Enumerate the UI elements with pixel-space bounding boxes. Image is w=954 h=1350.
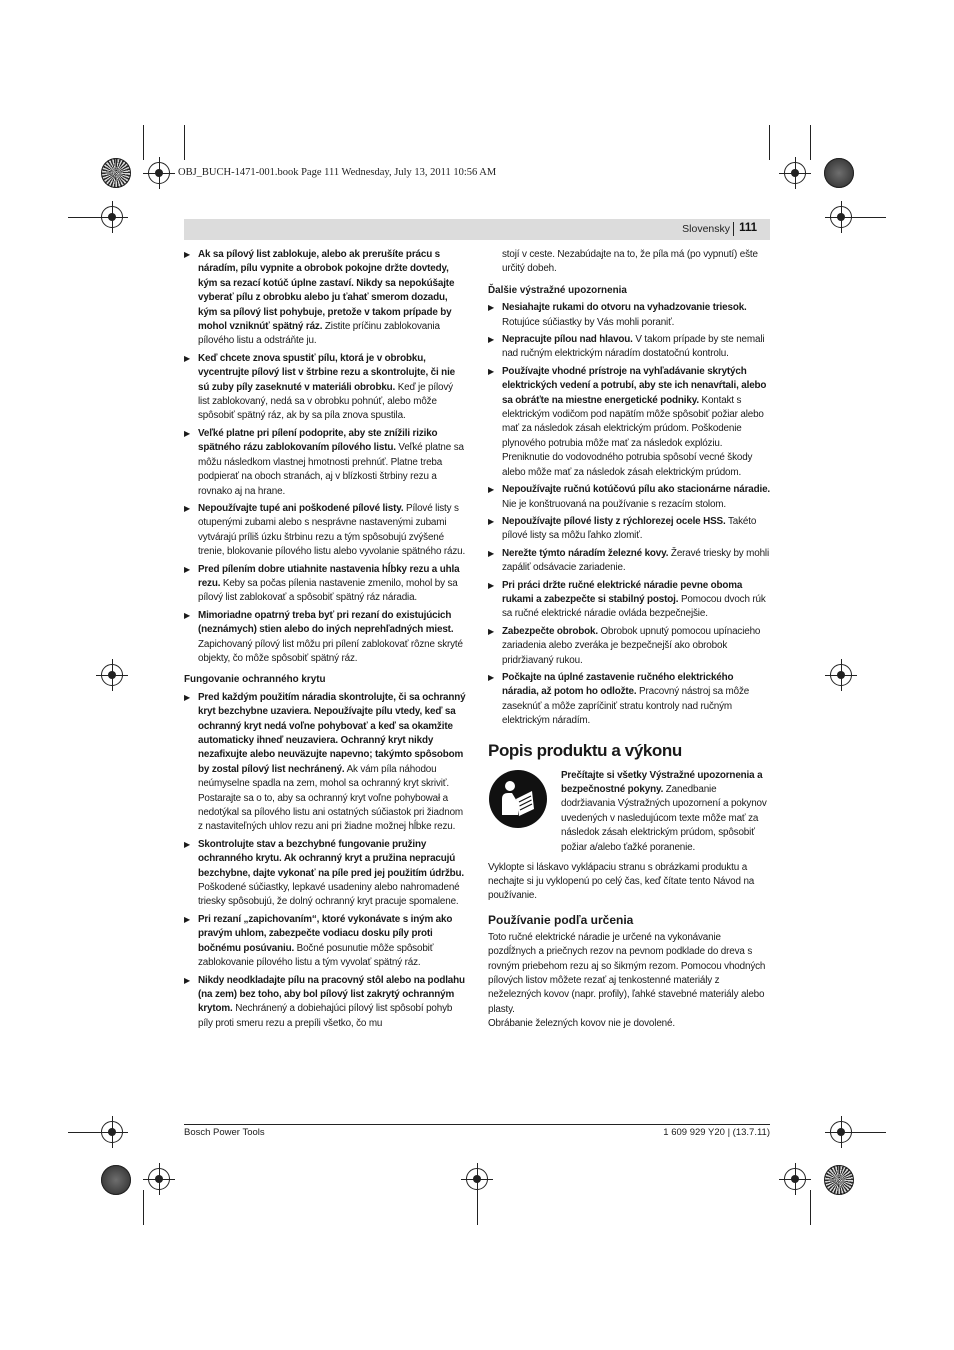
warning-text: Keby sa počas pílenia nastavenie zmenilo, mohol by sa pílový list zablokovať a spôsobiť spätný ráz náradia. [198,577,458,604]
usage-text: Toto ručné elektrické náradie je určené na vykonávanie pozdĺžnych a priečnych rezov na pevnom podklade do dreva s rovným priebehom rezu aj so šikmým rezom. Pomocou vhodných pílových listov môžete rezať aj tenkostenné materiály z neželezných kovov (napr. profily), ľahké stavebné materiály alebo plasty. [488,931,766,1015]
warning-text: Zapichovaný pílový list môžu pri pílení zablokovať rôzne skryté objekty, čo môže spôsobiť spätný ráz. [198,638,463,664]
warning-text: Rotujúce súčiastky by Vás mohli poraniť. [502,316,675,328]
registration-mark [148,1168,170,1190]
subhead-additional-warnings: Ďalšie výstražné upozornenia [488,284,627,296]
unfold-page-text: Vyklopte si láskavo vyklápaciu stranu s obrázkami produktu a nechajte si ju vyklopenú po celý čas, keď čítate tento Návod na používanie. [488,861,755,902]
warning-bold: Používajte vhodné prístroje na vyhľadávanie skrytých elektrických vedení a potrubí, aby ste ich nenavŕtali, alebo sa obráťte na miestne energetické podniky. [502,365,767,406]
warning-text: Bočné posunutie môže spôsobiť zablokovanie pílového listu a tým vyvolať spätný ráz. [198,942,434,969]
read-instructions-bold: Prečítajte si všetky Výstražné upozornenia a bezpečnostné pokyny. [561,769,763,795]
warning-bullet [488,483,770,512]
warning-bold: Nikdy neodkladajte pílu na pracovný stôl alebo na podlahu (na zem) bez toho, aby bol pílový list zakrytý ochranným krytom. [198,974,465,1015]
crop-line [477,1190,478,1225]
warning-bullet [488,579,770,622]
warning-text: Pomocou dvoch rúk sa ručné elektrické náradie ovláda bezpečnejšie. [502,593,766,620]
warning-bullet [488,333,770,362]
registration-mark [148,162,170,184]
warning-bold: Pri rezaní „zapichovaním“, ktoré vykonávate s iným ako pravým uhlom, zabezpečte vodiacu dosku píly proti bočnému posúvaniu. [198,913,453,954]
warning-bullet [488,625,770,668]
warning-bold: Počkajte na úplné zastavenie ručného elektrického náradia, až potom ho odložte. [502,671,734,698]
warning-bullet [488,301,770,330]
warning-text: V takom prípade by ste nemali nad ručným elektrickým náradím dostatočnú kontrolu. [502,334,765,360]
warning-text: Pílové listy s otupenými zubami alebo s nesprávne nastavenými zubami vytvárajú príliš úzku štrbinu rezu a tým spôsobujú zvýšené trenie, blokovanie pílového listu alebo vyvolanie spätného rázu. [198,502,466,558]
warning-text: Žeravé triesky by mohli zapáliť odsávacie zariadenie. [502,547,770,574]
warning-bold: Nesiahajte rukami do otvoru na vyhadzovanie triesok. [502,302,747,314]
crop-line [810,1190,811,1225]
warning-bold: Pred každým použitím náradia skontrolujte, či sa ochranný kryt bezchybne uzaviera. Nepoužívajte pílu vtedy, keď sa ochranný kryt nedá voľne pohybovať a keď sa okamžite automaticky ihneď neuzaviera. Ochranný kryt nikdy nezafixujte alebo neuväzujte napevno; takýmto spôsobom by zostal pílový list nechránený. [198,691,466,775]
read-manual-icon [488,769,548,829]
crop-line [851,1132,886,1133]
left-column [184,248,466,1034]
registration-mark [784,1168,806,1190]
usage-text-ferrous: Obrábanie železných kovov nie je dovolené. [488,1018,675,1030]
warning-bold: Skontrolujte stav a bezchybné fungovanie pružiny ochranného krytu. Ak ochranný kryt a pružina nepracujú bezchybne, dajte vykonať na píle pred jej použitím údržbu. [198,838,464,879]
warning-bold: Keď chcete znova spustiť pílu, ktorá je v obrobku, vycentrujte pílový list v štrbine rezu a skontrolujte, či nie sú zuby píly zaseknuté v materiáli obrobku. [198,352,456,393]
crop-line [68,217,103,218]
warning-text: Kontakt s elektrickým vodičom pod napätím môže spôsobiť požiar alebo mať za následok zásah elektrickým prúdom. Poškodenie plynového potrubia môže mať za následok explóziu. Preniknutie do vodovodného potrubia spôsobí vecné škody alebo môže mať za následok zásah elektrickým prúdom. [502,394,764,478]
header-separator [733,222,734,236]
warning-bold: Nepoužívajte tupé ani poškodené pílové listy. [198,502,404,514]
warning-text: Takéto pílové listy sa môžu ľahko zlomiť. [502,515,757,542]
warning-bold: Zabezpečte obrobok. [502,625,598,637]
warning-text: Keď je pílový list zablokovaný, nedá sa v obrobku pohnúť, alebo môže spôsobiť spätný ráz, ak by sa píla znova spustila. [198,381,453,422]
warning-text: Poškodené súčiastky, lepkavé usadeniny alebo nahromadené triesky spôsobujú, že dolný ochranný kryt pracuje spomalene. [198,882,460,908]
warning-bold: Nepoužívajte ručnú kotúčovú pílu ako stacionárne náradie. [502,484,771,496]
registration-mark [830,664,852,686]
right-column [488,248,770,1032]
registration-mark [784,162,806,184]
crop-line [143,125,144,160]
warning-bullet [184,352,466,424]
warning-bold: Nepoužívajte pílové listy z rýchlorezej ocele HSS. [502,515,726,527]
warning-bold: Pred pílením dobre utiahnite nastavenia hĺbky rezu a uhla rezu. [198,563,460,589]
section-title: Popis produktu a výkonu [488,740,682,760]
warning-bullet [184,427,466,499]
warning-text: Nie je konštruovaná na používanie s rezacím stolom. [502,498,726,510]
warning-text: Veľké platne sa môžu následkom vlastnej hmotnosti prehnúť. Platne treba podpierať na oboch stranách, aj v blízkosti štrbiny rezu a rovnako aj na hrane. [198,442,464,497]
continuation-text: stojí v ceste. Nezabúdajte na to, že píla má (po vypnutí) ešte určitý dobeh. [502,249,758,275]
warning-bullet [184,502,466,560]
footer-doc-number: 1 609 929 Y20 | (13.7.11) [663,1127,770,1138]
color-calibration-mark [824,1165,854,1195]
page-number: 111 [739,222,757,234]
registration-mark [101,664,123,686]
warning-bullet [488,671,770,729]
usage-heading: Používanie podľa určenia [488,912,634,927]
registration-mark [830,206,852,228]
warning-bullet [184,974,466,1032]
crop-line [769,125,770,160]
page-header [184,219,770,240]
warning-text: Pracovný nástroj sa môže zaseknúť a môže zapríčiniť stratu kontroly nad ručným elektrickým náradím. [502,686,750,727]
warning-text: Ak vám píla náhodou neúmyselne spadla na zem, mohol sa ochranný kryt skriviť. Postarajte sa o to, aby sa ochranný kryt voľne pohybował a nedotýkal sa pílového listu ani ostatných súčiastok pri žiadnom z nastaviteľných uhlov rezu ani pri žiadne možnej hĺbke rezu. [198,763,464,833]
warning-text: Obrobok upnutý pomocou upínacieho zariadenia alebo zveráka je bezpečnejší ako obrobok pridržiavaný rukou. [502,625,761,666]
registration-mark [101,1121,123,1143]
language-label: Slovensky [682,223,730,235]
crop-line [143,1190,144,1225]
registration-mark [101,206,123,228]
crop-line [184,125,185,160]
color-calibration-mark [824,158,854,188]
footer-rule [184,1124,770,1125]
color-calibration-mark [101,1165,131,1195]
warning-bold: Veľké platne pri pílení podoprite, aby ste znížili riziko spätného rázu zablokovaním pílového listu. [198,427,438,454]
warning-bullet [184,838,466,910]
crop-line [810,125,811,160]
warning-text: Zistite príčinu zablokovania pílového listu a odstráňte ju. [198,321,440,347]
warning-bullet [488,547,770,576]
warning-bold: Pri práci držte ručné elektrické náradie pevne oboma rukami a zabezpečte si stabilný postoj. [502,579,743,605]
warning-bullet [184,691,466,835]
warning-bullet [184,913,466,971]
footer-brand: Bosch Power Tools [184,1127,265,1138]
warning-bullet [184,248,466,349]
read-instructions-block [488,769,770,857]
warning-bold: Ak sa pílový list zablokuje, alebo ak prerušíte prácu s náradím, pílu vypnite a obrobok pokojne držte dovtedy, kým sa rezací kotúč úplne zastaví. Nikdy sa nepokúšajte vyberať pílu z obrobku alebo ju ťahať smerom dozadu, kým sa pílový list pohybuje, pretože v takom prípade by mohol vzniknúť spätný ráz. [198,249,455,333]
read-instructions-text [561,769,770,855]
crop-line [68,1132,103,1133]
warning-bullet [184,563,466,606]
warning-bold: Nerežte týmto náradím železné kovy. [502,547,669,559]
registration-mark [466,1168,488,1190]
read-instructions-rest: Zanedbanie dodržiavania Výstražných upozornení a pokynov uvedených v nasledujúcom texte môže mať za následok zásah elektrickým prúdom, spôsobiť požiar a/alebo ťažké poranenie. [561,784,767,853]
warning-bullet [184,609,466,667]
file-header: OBJ_BUCH-1471-001.book Page 111 Wednesday, July 13, 2011 10:56 AM [178,167,497,178]
color-calibration-mark [101,158,131,188]
registration-mark [830,1121,852,1143]
warning-bullet [488,515,770,544]
crop-line [851,217,886,218]
warning-text: Nechránený a dobiehajúci pílový list spôsobí pohyb píly proti smeru rezu a prepíli všetko, čo mu [198,1003,453,1029]
warning-bold: Mimoriadne opatrný treba byť pri rezaní do existujúcich (neznámych) stien alebo do iných neprehľadných miest. [198,609,454,636]
warning-bullet [488,365,770,480]
subhead-guard-function: Fungovanie ochranného krytu [184,674,326,686]
warning-bold: Nepracujte pílou nad hlavou. [502,334,633,346]
